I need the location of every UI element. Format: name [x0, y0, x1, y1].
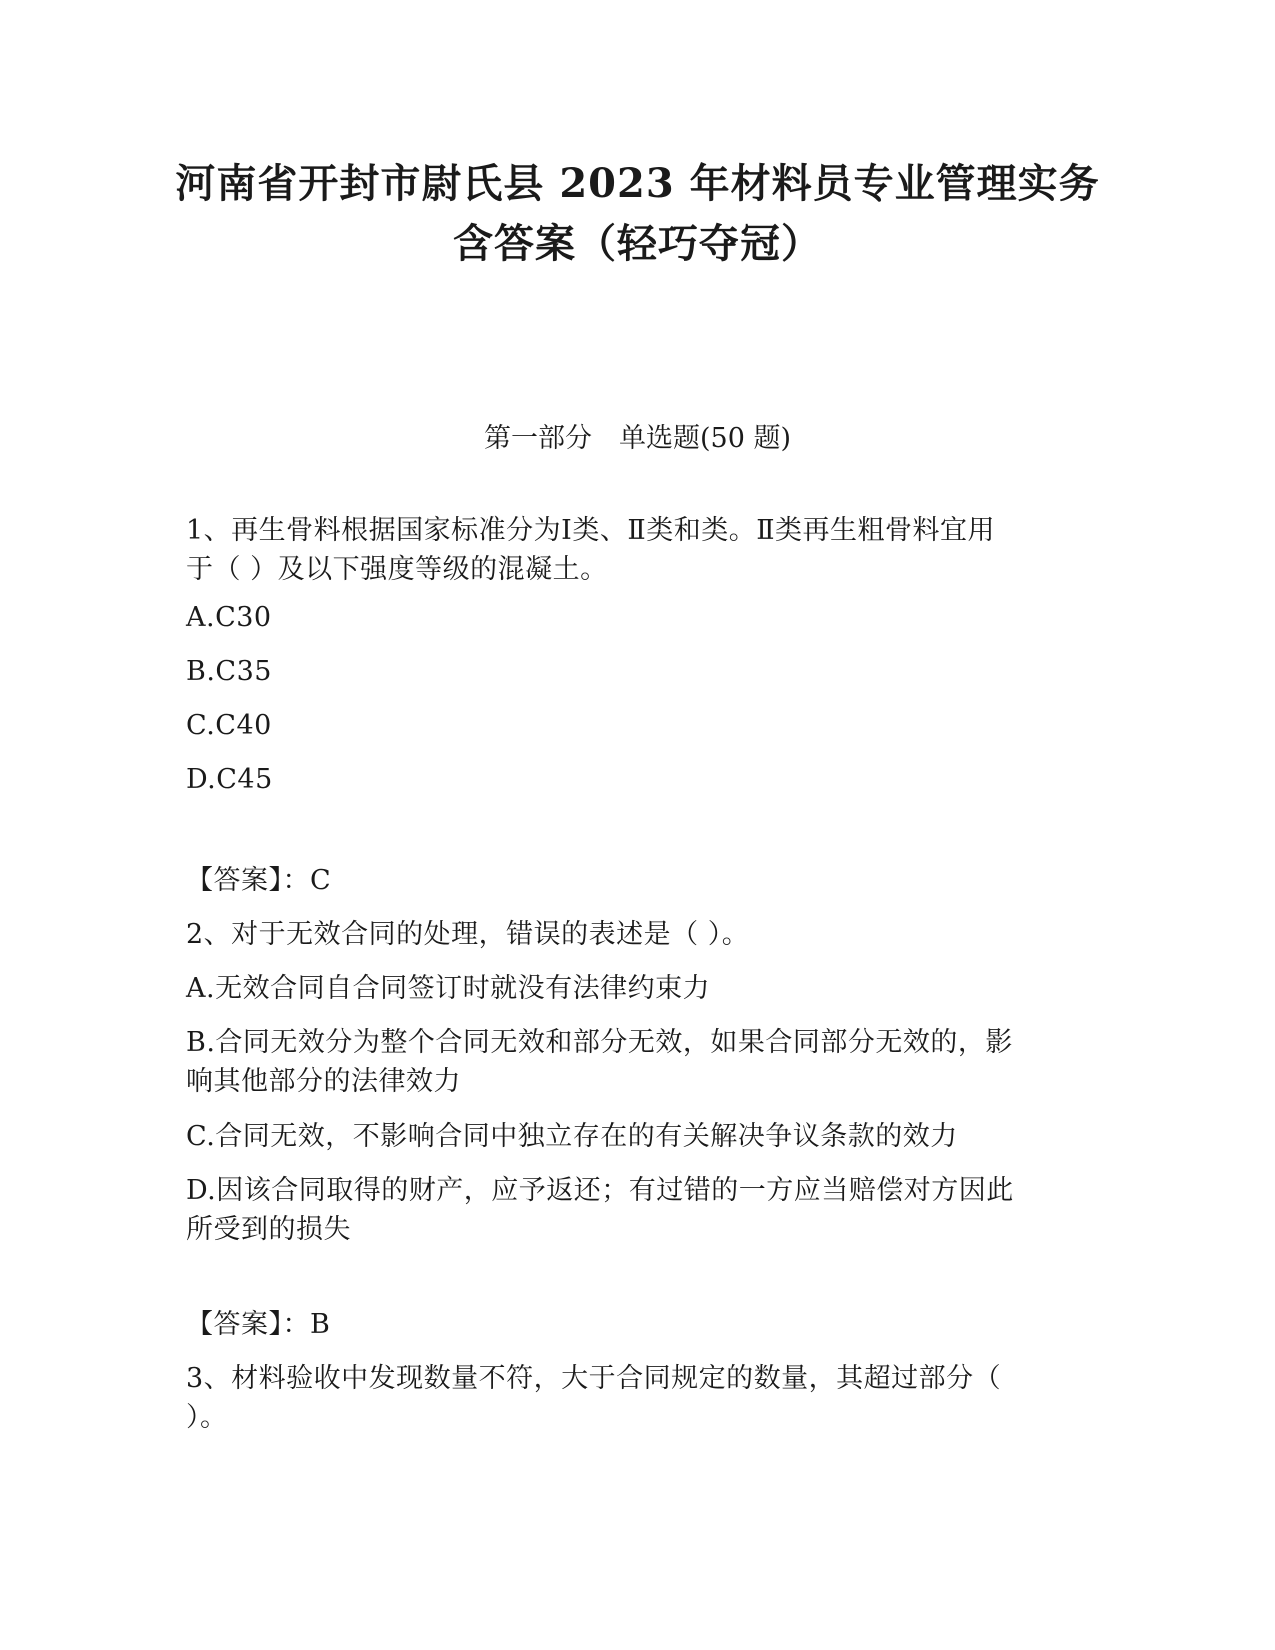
question-2-option-d-line-1: D.因该合同取得的财产，应予返还；有过错的一方应当赔偿对方因此 [186, 1175, 1014, 1206]
section-heading: 第一部分 单选题(50 题) [483, 423, 791, 454]
question-1-stem-line-1: 1、再生骨料根据国家标准分为Ⅰ类、Ⅱ类和类。Ⅱ类再生粗骨料宜用 [186, 515, 996, 546]
question-3-stem-line-2: ）。 [186, 1402, 228, 1433]
question-2-option-d-line-2: 所受到的损失 [186, 1214, 351, 1245]
question-1-stem-line-2: 于（ ）及以下强度等级的混凝土。 [186, 554, 608, 585]
question-2-option-c: C.合同无效，不影响合同中独立存在的有关解决争议条款的效力 [186, 1121, 958, 1152]
question-2-stem: 2、对于无效合同的处理，错误的表述是（ ）。 [186, 919, 750, 950]
question-2-answer: 【答案】：B [186, 1309, 331, 1340]
question-1-option-a: A.C30 [186, 602, 272, 633]
question-1-option-d: D.C45 [186, 764, 273, 795]
document-title-line-1: 河南省开封市尉氏县 2023 年材料员专业管理实务 [175, 160, 1100, 207]
question-2-option-a: A.无效合同自合同签订时就没有法律约束力 [186, 973, 711, 1004]
question-1-option-c: C.C40 [186, 710, 272, 741]
question-1-answer: 【答案】：C [186, 865, 332, 896]
question-2-option-b-line-2: 响其他部分的法律效力 [186, 1066, 461, 1097]
question-3-stem-line-1: 3、材料验收中发现数量不符，大于合同规定的数量，其超过部分（ [186, 1363, 1002, 1394]
document-title-line-2: 含答案（轻巧夺冠） [453, 220, 822, 267]
question-1-option-b: B.C35 [186, 656, 272, 687]
question-2-option-b-line-1: B.合同无效分为整个合同无效和部分无效，如果合同部分无效的，影 [186, 1027, 1013, 1058]
